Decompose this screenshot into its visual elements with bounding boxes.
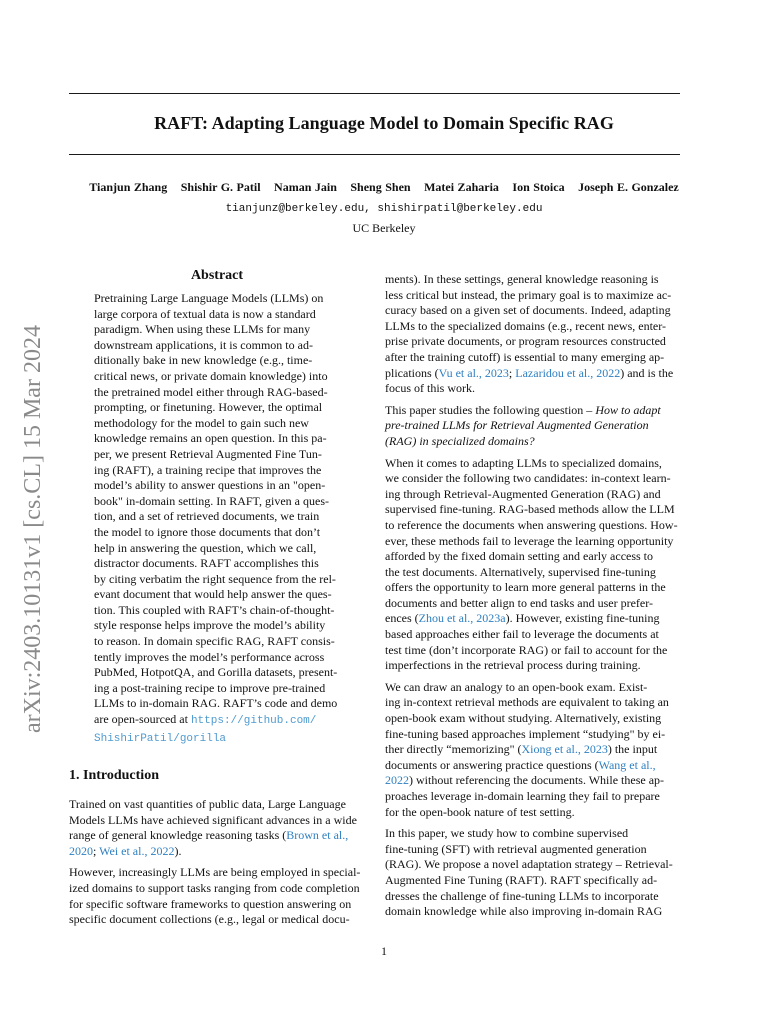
abstract-line: tently improves the model’s performance across xyxy=(94,649,325,664)
paragraph: This paper studies the following question – How to adapt pre-trained LLMs for Retrieval Augmented Generation (RAG) in specialized domains? xyxy=(385,402,661,448)
author: Tianjun Zhang xyxy=(89,180,168,194)
abstract-line: critical news, or private domain knowledge) into xyxy=(94,368,328,383)
author: Joseph E. Gonzalez xyxy=(578,180,679,194)
paper-title: RAFT: Adapting Language Model to Domain Specific RAG xyxy=(154,113,614,133)
abstract-line: prompting, or finetuning. However, the optimal xyxy=(94,400,323,415)
abstract-line: the pretrained model either through RAG-based- xyxy=(94,384,328,399)
abstract-line: to reason. In domain specific RAG, RAFT consis- xyxy=(94,634,335,649)
paragraph: We can draw an analogy to an open-book exam. Exist- ing in-context retrieval methods are equivalent to taking an open-book exam without studying. Alternatively, existing fine-tuning based approaches implement “studying" by ei- ther directly “memorizing" (Xiong et al., 2023) the input documents or answering practice questions (Wang et al., 2022) without referencing the documents. While these ap- proaches leverage in-domain learning they fail to prepare for the open-book nature of test setting. xyxy=(385,679,669,819)
abstract-line: ing a post-training recipe to improve pre-trained xyxy=(94,680,326,695)
abstract-line xyxy=(94,730,346,748)
author-emails: tianjunz@berkeley.edu, shishirpatil@berkeley.edu xyxy=(225,203,543,215)
abstract-heading: Abstract xyxy=(190,268,244,283)
author: Ion Stoica xyxy=(512,180,565,194)
author: Matei Zaharia xyxy=(424,180,499,194)
bottom-rule xyxy=(69,154,680,155)
page-number: 1 xyxy=(381,944,387,958)
abstract-line: book" in-domain setting. In RAFT, given a ques- xyxy=(94,493,329,508)
abstract-line: distractor documents. RAFT accomplishes this xyxy=(94,556,319,571)
github-link[interactable]: https://github.com/ xyxy=(190,715,317,728)
paragraph: When it comes to adapting LLMs to specialized domains, we consider the following two candidates: in-context learn- ing through Retrieval-Augmented Generation (RAG) and supervised fine-tuning. RAG-based methods allow the LLM to reference the documents when answering questions. How- ever, these methods fail to leverage the learning opportunity afforded by the fixed domain setting and early access to the test documents. Alternatively, supervised fine-tuning offers the opportunity to learn more general patterns in the documents and better align to end tasks and user prefer- ences (Zhou et al., 2023a). However, existing fine-tuning based approaches either fail to leverage the documents at test time (don’t incorporate RAG) or fail to account for the imperfections in the retrieval process during training. xyxy=(385,455,678,673)
abstract-line: paradigm. When using these LLMs for many xyxy=(94,322,311,337)
abstract-body xyxy=(94,291,346,747)
abstract-line: LLMs to in-domain RAG. RAFT’s code and demo xyxy=(94,696,338,711)
paragraph: Trained on vast quantities of public data, Large Language Models LLMs have achieved significant advances in a wide range of general knowledge reasoning tasks (Brown et al., 2020; Wei et al., 2022). xyxy=(69,797,357,858)
paragraph: However, increasingly LLMs are being employed in special- ized domains to support tasks ranging from code completion for specific software frameworks to question answering on specific document collections (e.g., legal or medical docu- xyxy=(69,865,361,927)
github-link-cont[interactable]: ShishirPatil/gorilla xyxy=(94,732,227,745)
abstract-line: tion. This coupled with RAFT’s chain-of-thought- xyxy=(94,602,335,617)
abstract-line: help in answering the question, which we call, xyxy=(94,540,317,555)
abstract-line: evant document that would help answer the ques- xyxy=(94,587,332,602)
abstract-line: methodology for the model to gain such new xyxy=(94,415,309,430)
abstract-line: PubMed, HotpotQA, and Gorilla datasets, present- xyxy=(94,665,338,680)
intro-body xyxy=(69,797,367,934)
abstract-line: model’s ability to answer questions in an "open- xyxy=(94,478,326,493)
abstract-line: knowledge remains an open question. In this pa- xyxy=(94,431,327,446)
citation-link[interactable]: Zhou et al., 2023a xyxy=(418,611,506,626)
author-list xyxy=(0,180,768,195)
section-heading-introduction: 1. Introduction xyxy=(69,768,159,783)
citation-link[interactable]: Lazaridou et al., 2022 xyxy=(515,365,621,380)
citation-link[interactable]: Vu et al., 2023 xyxy=(438,365,509,380)
right-column xyxy=(385,272,683,926)
abstract-line: ditionally bake in new knowledge (e.g., time- xyxy=(94,353,313,368)
author: Naman Jain xyxy=(274,180,337,194)
citation-link[interactable]: Xiong et al., 2023 xyxy=(521,742,608,757)
top-rule xyxy=(69,93,680,94)
citation-link[interactable]: Wang et al., xyxy=(598,757,656,772)
citation-link[interactable]: 2020 xyxy=(69,843,93,858)
arxiv-stamp: arXiv:2403.10131v1 [cs.CL] 15 Mar 2024 xyxy=(20,325,46,733)
author: Shishir G. Patil xyxy=(180,180,261,194)
abstract-line: the model to ignore those documents that don’t xyxy=(94,524,321,539)
abstract-line: by citing verbatim the right sequence from the rel- xyxy=(94,571,336,586)
citation-link[interactable]: Brown et al., xyxy=(286,828,349,843)
abstract-line: are open-sourced at https://github.com/ xyxy=(94,712,317,728)
citation-link[interactable]: 2022 xyxy=(385,773,409,788)
paragraph: In this paper, we study how to combine supervised fine-tuning (SFT) with retrieval augmented generation (RAG). We propose a novel adaptation strategy – Retrieval- Augmented Fine Tuning (RAFT). RAFT specifically ad- dresses the challenge of fine-tuning LLMs to incorporate domain knowledge while also improving in-domain RAG xyxy=(385,826,673,919)
abstract-line: Pretraining Large Language Models (LLMs) on xyxy=(94,291,324,305)
author: Sheng Shen xyxy=(350,180,411,194)
abstract-line: tion, and a set of retrieved documents, we train xyxy=(94,509,320,524)
abstract-line: per, we present Retrieval Augmented Fine Tun- xyxy=(94,446,322,461)
citation-link[interactable]: Wei et al., 2022 xyxy=(99,843,175,858)
affiliation: UC Berkeley xyxy=(352,221,416,235)
abstract-line: ing (RAFT), a training recipe that improves the xyxy=(94,462,322,477)
abstract-line: style response helps improve the model’s ability xyxy=(94,618,326,633)
abstract-line: large corpora of textual data is now a standard xyxy=(94,306,316,321)
abstract-line: downstream applications, it is common to ad- xyxy=(94,337,313,352)
paragraph: ments). In these settings, general knowledge reasoning is less critical but instead, the primary goal is to maximize ac- curacy based on a given set of documents. Indeed, adapting LLMs to the specialized domains (e.g., recent news, enter- prise private documents, or program resources constructed after the training cutoff) is essential to many emerging ap- plications (Vu et al., 2023; Lazaridou et al., 2022) and is the focus of this work. xyxy=(385,272,674,396)
